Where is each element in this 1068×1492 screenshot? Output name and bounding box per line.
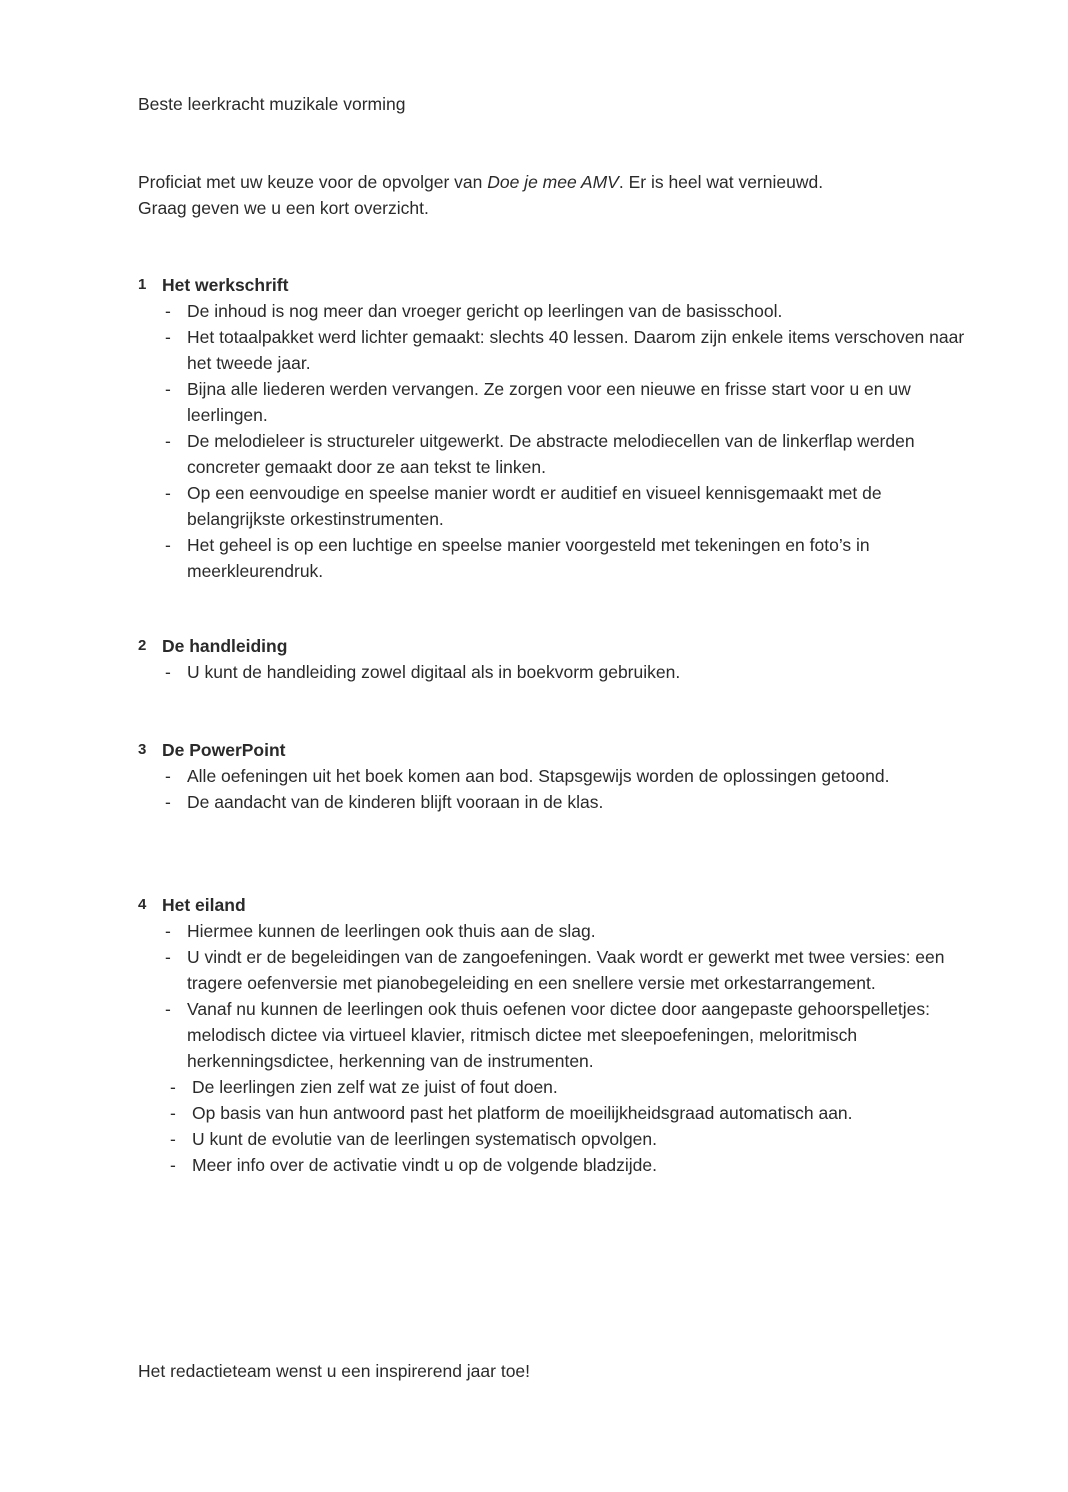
section-title: Het eiland	[162, 895, 246, 915]
list-item: - De inhoud is nog meer dan vroeger gericht op leerlingen van de basisschool.	[162, 298, 972, 324]
section-number: 4	[138, 896, 147, 913]
list-item: - Het totaalpakket werd lichter gemaakt: slechts 40 lessen. Daarom zijn enkele items verschoven naar het tweede jaar.	[162, 324, 972, 376]
section-powerpoint	[138, 737, 988, 815]
section-eiland	[138, 892, 988, 1178]
list-item: - U vindt er de begeleidingen van de zangoefeningen. Vaak wordt er gewerkt met twee versies: een tragere oefenversie met pianobegeleiding en een snellere versie met orkestarrangement.	[162, 944, 982, 996]
sub-list-item: - Meer info over de activatie vindt u op de volgende bladzijde.	[167, 1152, 982, 1178]
intro-text: Proficiat met uw keuze voor de opvolger van	[138, 172, 488, 192]
section-werkschrift	[138, 272, 988, 584]
list-item: - De melodieleer is structureler uitgewerkt. De abstracte melodiecellen van de linkerflap werden concreter gemaakt door ze aan tekst te linken.	[162, 428, 972, 480]
sub-list-item: - Op basis van hun antwoord past het platform de moeilijkheidsgraad automatisch aan.	[167, 1100, 982, 1126]
section-title: Het werkschrift	[162, 275, 289, 295]
section-title: De PowerPoint	[162, 740, 286, 760]
list-item: - Alle oefeningen uit het boek komen aan bod. Stapsgewijs worden de oplossingen getoond.	[162, 763, 922, 789]
intro-line-2: Graag geven we u een kort overzicht.	[138, 198, 429, 218]
sub-list-item: - De leerlingen zien zelf wat ze juist of fout doen.	[167, 1074, 982, 1100]
list-item: - Op een eenvoudige en speelse manier wordt er auditief en visueel kennisgemaakt met de belangrijkste orkestinstrumenten.	[162, 480, 972, 532]
intro-text-end: . Er is heel wat vernieuwd.	[618, 172, 824, 192]
section-number: 2	[138, 637, 147, 654]
sublist-container	[162, 1074, 982, 1178]
list-item: - U kunt de handleiding zowel digitaal als in boekvorm gebruiken.	[162, 659, 988, 685]
list-item: - Hiermee kunnen de leerlingen ook thuis aan de slag.	[162, 918, 982, 944]
list-item: - Het geheel is op een luchtige en speelse manier voorgesteld met tekeningen en foto’s in meerkleurendruk.	[162, 532, 972, 584]
closing: Het redactieteam wenst u een inspirerend jaar toe!	[138, 1361, 531, 1381]
sub-list-item: - U kunt de evolutie van de leerlingen systematisch opvolgen.	[167, 1126, 982, 1152]
list-item: - Bijna alle liederen werden vervangen. Ze zorgen voor een nieuwe en frisse start voor u en uw leerlingen.	[162, 376, 972, 428]
section-number: 3	[138, 741, 147, 758]
section-title: De handleiding	[162, 636, 288, 656]
product-title: Doe je mee AMV	[487, 172, 619, 192]
list-item: - Vanaf nu kunnen de leerlingen ook thuis oefenen voor dictee door aangepaste gehoorspelletjes: melodisch dictee via virtueel klavier, ritmisch dictee met sleepoefeningen, meloritmisch herkenningsdictee, herkenning van de instrumenten.	[162, 996, 982, 1074]
section-number: 1	[138, 276, 147, 293]
list-item: - De aandacht van de kinderen blijft vooraan in de klas.	[162, 789, 922, 815]
greeting: Beste leerkracht muzikale vorming	[138, 94, 406, 114]
section-handleiding	[138, 633, 988, 685]
intro-paragraph	[138, 169, 988, 221]
